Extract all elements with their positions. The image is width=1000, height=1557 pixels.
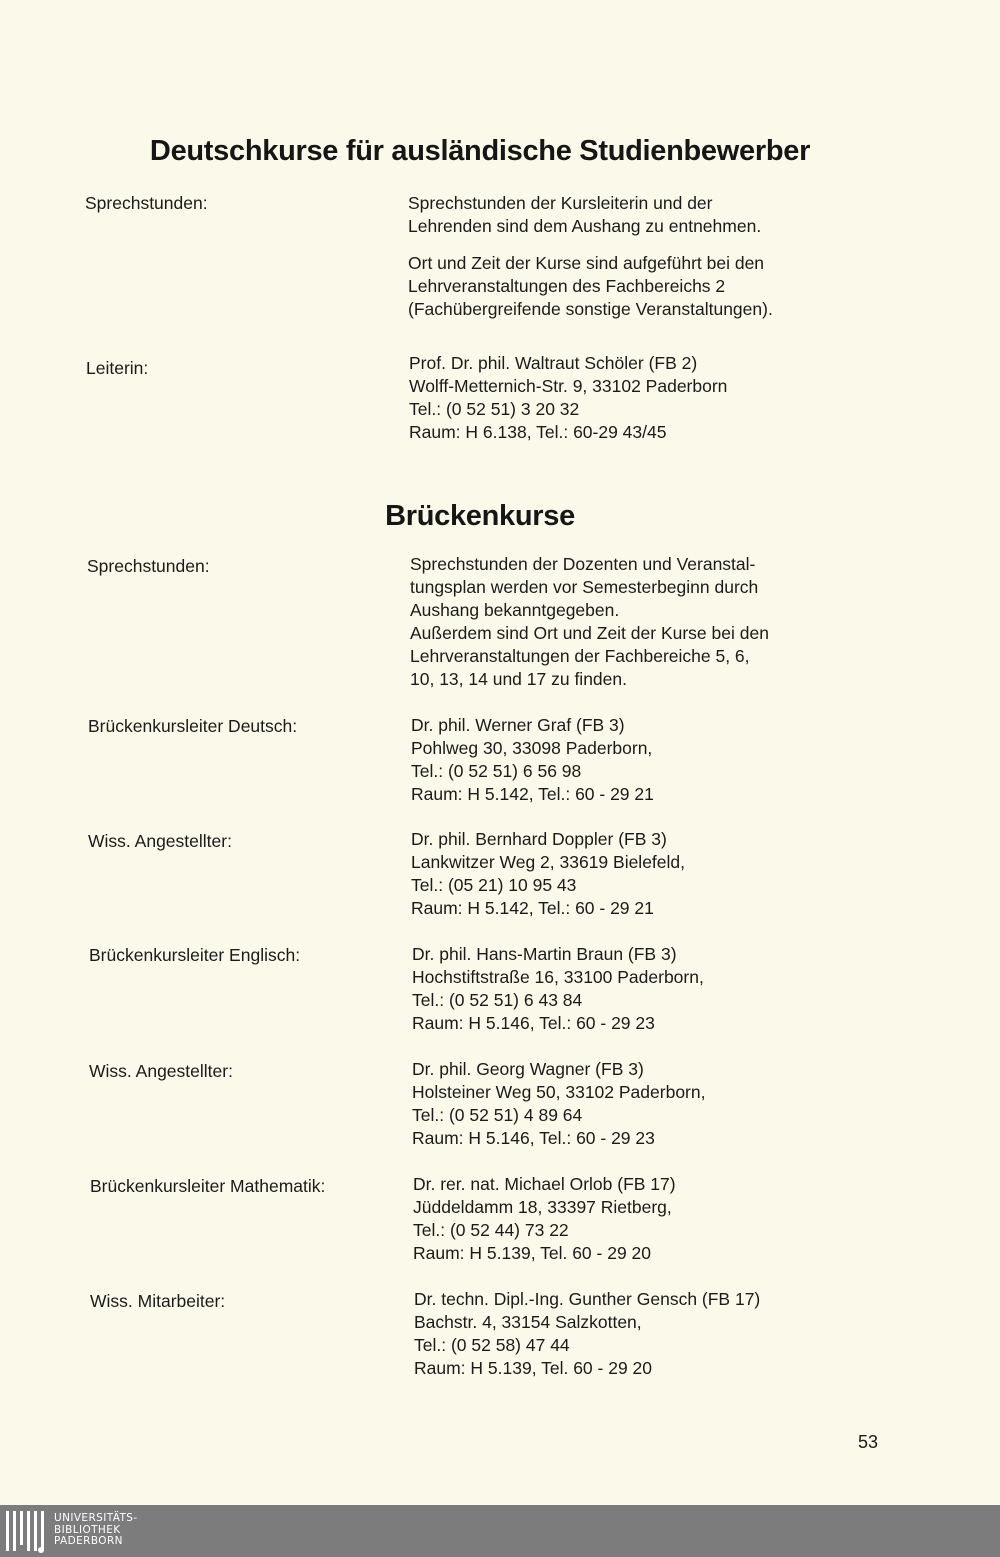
library-logo-text bbox=[54, 1513, 138, 1548]
entry-line: Raum: H 5.146, Tel.: 60 - 29 23 bbox=[412, 1013, 655, 1033]
entry-value bbox=[411, 828, 685, 920]
entry-line: Dr. rer. nat. Michael Orlob (FB 17) bbox=[413, 1174, 676, 1194]
entry-line: Tel.: (0 52 51) 6 43 84 bbox=[412, 990, 583, 1010]
entry-value bbox=[411, 714, 654, 806]
entry-label: Brückenkursleiter Mathematik: bbox=[90, 1176, 326, 1196]
entry-value bbox=[409, 352, 727, 444]
entry-line: Tel.: (0 52 51) 3 20 32 bbox=[409, 399, 580, 419]
entry-line: Lehrenden sind dem Aushang zu entnehmen. bbox=[408, 216, 762, 236]
entry-line: tungsplan werden vor Semesterbeginn durch bbox=[410, 577, 759, 597]
entry-value bbox=[410, 553, 769, 691]
entry-line: Raum: H 5.146, Tel.: 60 - 29 23 bbox=[412, 1128, 655, 1148]
entry-line: Raum: H 5.142, Tel.: 60 - 29 21 bbox=[411, 898, 654, 918]
entry-line: Raum: H 5.139, Tel. 60 - 29 20 bbox=[413, 1243, 652, 1263]
entry-line: Raum: H 6.138, Tel.: 60-29 43/45 bbox=[409, 422, 667, 442]
page-number: 53 bbox=[858, 1432, 879, 1452]
entry-line: Lankwitzer Weg 2, 33619 Bielefeld, bbox=[411, 852, 686, 872]
entry-line: 10, 13, 14 und 17 zu finden. bbox=[410, 669, 627, 689]
entry-label: Leiterin: bbox=[86, 358, 149, 378]
library-logo-icon bbox=[6, 1511, 44, 1551]
entry-value bbox=[408, 192, 773, 321]
entry-value bbox=[412, 943, 704, 1035]
section-title-deutschkurse: Deutschkurse für ausländische Studienbewerber bbox=[149, 135, 811, 167]
entry-line: Wolff-Metternich-Str. 9, 33102 Paderborn bbox=[409, 376, 728, 396]
entry-line: Holsteiner Weg 50, 33102 Paderborn, bbox=[412, 1082, 706, 1102]
entry-value bbox=[414, 1288, 760, 1380]
entry-label: Brückenkursleiter Deutsch: bbox=[88, 716, 298, 736]
entry-line: Sprechstunden der Dozenten und Veranstal- bbox=[410, 554, 756, 574]
entry-label: Wiss. Mitarbeiter: bbox=[90, 1291, 226, 1311]
library-footer bbox=[0, 1505, 1000, 1557]
entry-line: (Fachübergreifende sonstige Veranstaltungen). bbox=[408, 299, 773, 319]
entry-line: Lehrveranstaltungen des Fachbereichs 2 bbox=[408, 276, 726, 296]
entry-line: Bachstr. 4, 33154 Salzkotten, bbox=[414, 1312, 642, 1332]
entry-line: Prof. Dr. phil. Waltraut Schöler (FB 2) bbox=[409, 353, 698, 373]
entry-label: Brückenkursleiter Englisch: bbox=[89, 945, 301, 965]
entry-line: Jüddeldamm 18, 33397 Rietberg, bbox=[413, 1197, 672, 1217]
entry-line: Außerdem sind Ort und Zeit der Kurse bei den bbox=[410, 623, 769, 643]
entry-value bbox=[413, 1173, 676, 1265]
entry-value bbox=[412, 1058, 705, 1150]
entry-line: Tel.: (0 52 58) 47 44 bbox=[414, 1335, 570, 1355]
entry-label: Wiss. Angestellter: bbox=[89, 1061, 233, 1081]
entry-line: Raum: H 5.142, Tel.: 60 - 29 21 bbox=[411, 784, 654, 804]
logo-line: PADERBORN bbox=[54, 1535, 123, 1547]
entry-line: Pohlweg 30, 33098 Paderborn, bbox=[411, 738, 653, 758]
entry-line: Dr. techn. Dipl.-Ing. Gunther Gensch (FB 17) bbox=[414, 1289, 761, 1309]
entry-line: Dr. phil. Georg Wagner (FB 3) bbox=[412, 1059, 644, 1079]
logo-line: BIBLIOTHEK bbox=[54, 1523, 121, 1536]
logo-line: UNIVERSITÄTS- bbox=[54, 1512, 138, 1524]
entry-line: Dr. phil. Werner Graf (FB 3) bbox=[411, 715, 625, 735]
entry-label: Wiss. Angestellter: bbox=[88, 831, 232, 851]
entry-label: Sprechstunden: bbox=[87, 556, 210, 576]
entry-line: Tel.: (0 52 44) 73 22 bbox=[413, 1220, 569, 1240]
section-title-brueckenkurse: Brückenkurse bbox=[385, 500, 575, 532]
entry-line: Dr. phil. Bernhard Doppler (FB 3) bbox=[411, 829, 667, 849]
entry-line: Dr. phil. Hans-Martin Braun (FB 3) bbox=[412, 944, 677, 964]
entry-gap bbox=[408, 238, 773, 252]
entry-line: Sprechstunden der Kursleiterin und der bbox=[408, 193, 713, 213]
entry-line: Tel.: (0 52 51) 4 89 64 bbox=[412, 1105, 583, 1125]
entry-line: Hochstiftstraße 16, 33100 Paderborn, bbox=[412, 967, 704, 987]
entry-line: Aushang bekanntgegeben. bbox=[410, 600, 620, 620]
entry-line: Raum: H 5.139, Tel. 60 - 29 20 bbox=[414, 1358, 653, 1378]
entry-line: Lehrveranstaltungen der Fachbereiche 5, 6, bbox=[410, 646, 750, 666]
entry-line: Tel.: (05 21) 10 95 43 bbox=[411, 875, 577, 895]
logo-dot bbox=[38, 1547, 44, 1553]
entry-line: Tel.: (0 52 51) 6 56 98 bbox=[411, 761, 582, 781]
entry-line: Ort und Zeit der Kurse sind aufgeführt bei den bbox=[408, 253, 765, 273]
entry-label: Sprechstunden: bbox=[85, 193, 208, 213]
